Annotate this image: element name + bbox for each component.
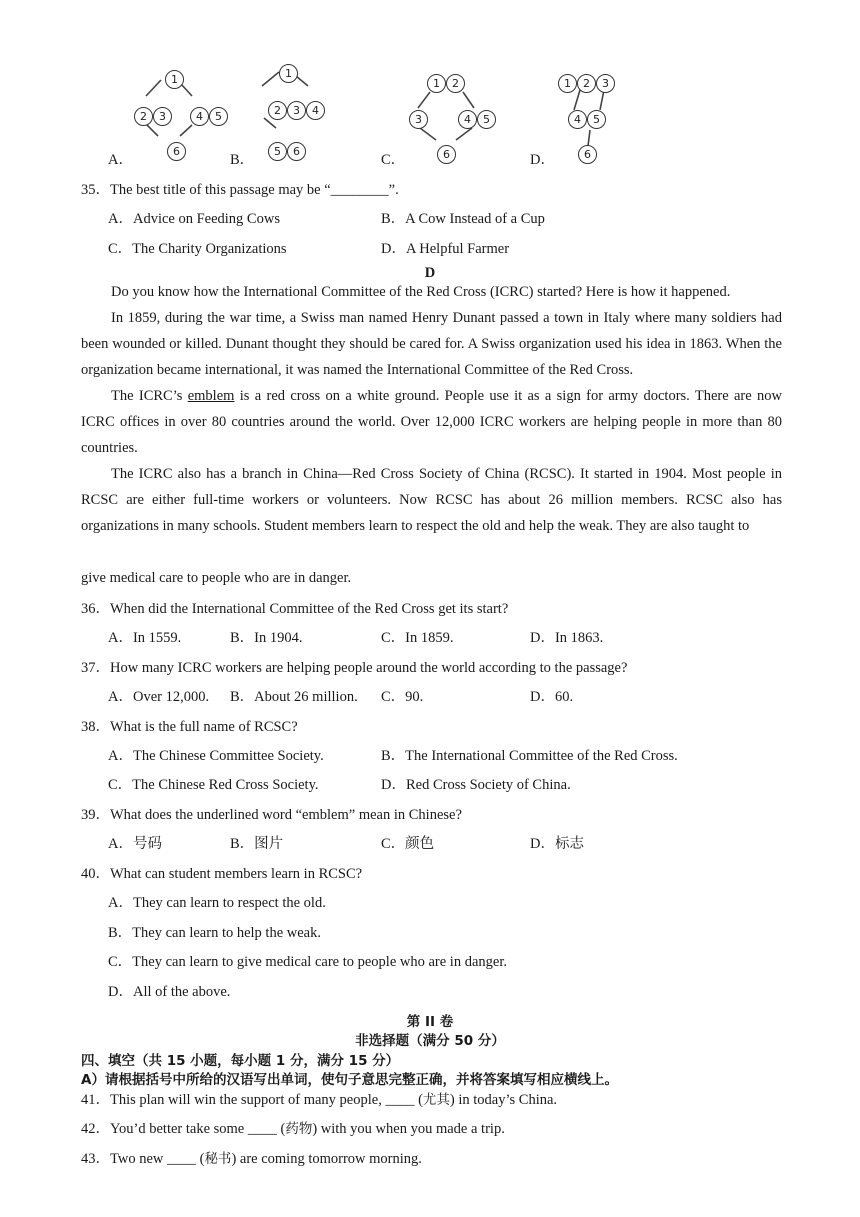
passage-paragraph-2 [81,305,782,383]
q38-stem: 38．What is the full name of RCSC? [81,719,298,735]
part2-title: 第 II 卷 [406,1014,454,1030]
q39-option-d[interactable]: D．标志 [530,836,584,852]
q40-option-a[interactable]: A．They can learn to respect the old. [108,895,326,911]
passage-paragraph-3 [81,383,782,461]
q35-option-d[interactable]: D．A Helpful Farmer [381,241,510,257]
node-circle: 1 [279,64,298,83]
q37-option-c[interactable]: C．90. [381,689,424,705]
node-circle: 4 [458,110,477,129]
node-circle: 5 [587,110,606,129]
paragraph-text: is a red cross on a white ground. People use it as a sign for army doctors. There are now ICRC offices in over 80 countries around the world. Over 12,000 ICRC workers are helping people in more than 80 countries. [81,388,782,456]
q38-option-b[interactable]: B．The International Committee of the Red Cross. [381,748,678,764]
node-circle: 3 [409,110,428,129]
diagram-option-letter[interactable]: B． [230,152,255,168]
q41-hint: 尤其 [422,1092,450,1108]
node-circle: 1 [558,74,577,93]
section4-heading: 四、填空（共 15 小题，每小题 1 分，满分 15 分） [81,1053,400,1069]
q39-option-c[interactable]: C．颜色 [381,836,435,852]
node-circle: 6 [578,145,597,164]
passage-paragraph-4-continued: give medical care to people who are in danger. [81,570,352,586]
q42-line [81,1117,505,1138]
q38-option-d[interactable]: D．Red Cross Society of China. [381,777,571,793]
diagram-option-letter[interactable]: C． [381,152,406,168]
paragraph-text: The ICRC’s [111,388,188,404]
q40-stem: 40．What can student members learn in RCSC? [81,866,363,882]
node-circle: 2 [134,107,153,126]
diagram-option-letter[interactable]: A． [108,152,133,168]
q35-option-b[interactable]: B．A Cow Instead of a Cup [381,211,545,227]
q40-option-c[interactable]: C．They can learn to give medical care to people who are in danger. [108,954,507,970]
q36-stem: 36．When did the International Committee of the Red Cross get its start? [81,601,509,617]
q41-text: 41．This plan will win the support of many people, ____ ( [81,1092,423,1108]
q42-text: 42．You’d better take some ____ ( [81,1121,286,1137]
node-circle: 6 [437,145,456,164]
node-circle: 5 [477,110,496,129]
q42-hint: 药物 [285,1121,313,1137]
node-circle: 4 [568,110,587,129]
q43-hint: 秘书 [204,1151,232,1167]
q36-option-a[interactable]: A．In 1559. [108,630,182,646]
q41-text-end: ) in today’s China. [449,1092,558,1108]
q36-option-c[interactable]: C．In 1859. [381,630,454,646]
q43-text: 43．Two new ____ ( [81,1151,205,1167]
q37-option-d[interactable]: D．60. [530,689,574,705]
q35-option-c[interactable]: C．The Charity Organizations [108,241,287,257]
q37-option-b[interactable]: B．About 26 million. [230,689,358,705]
node-circle: 1 [427,74,446,93]
node-circle: 4 [306,101,325,120]
q39-stem: 39．What does the underlined word “emblem” mean in Chinese? [81,807,462,823]
q35-stem: 35．The best title of this passage may be “________”. [81,182,399,198]
paragraph-text: The ICRC also has a branch in China—Red Cross Society of China (RCSC). It started in 1904. Most people in RCSC are either full-time workers or volunteers. Now RCSC has about 26 million members. RCSC also has organizations in many schools. Student members learn to respect the old and help the weak. They are also taught to [81,466,782,534]
node-circle: 4 [190,107,209,126]
node-circle: 2 [577,74,596,93]
node-circle: 5 [268,142,287,161]
paragraph-text: Do you know how the International Committee of the Red Cross (ICRC) started? Here is how it happened. [111,284,731,300]
underlined-word-emblem: emblem [187,388,235,404]
passage-paragraph-1 [81,279,782,305]
q37-stem: 37．How many ICRC workers are helping people around the world according to the passage? [81,660,628,676]
q43-line [81,1147,422,1168]
node-circle: 1 [165,70,184,89]
node-circle: 6 [167,142,186,161]
node-circle: 3 [153,107,172,126]
q39-option-a[interactable]: A．号码 [108,836,162,852]
paragraph-text: In 1859, during the war time, a Swiss man named Henry Dunant passed a town in Italy where many soldiers had been wounded or killed. Dunant thought they should be cared for. A Swiss organization used his idea in 1863. When the organization became international, it was named the International Committee of the Red Cross. [81,310,782,378]
q38-option-c[interactable]: C．The Chinese Red Cross Society. [108,777,319,793]
passage-paragraph-4 [81,461,782,539]
q36-option-b[interactable]: B．In 1904. [230,630,303,646]
q42-text-end: ) with you when you made a trip. [312,1121,505,1137]
diagram-option-letter[interactable]: D． [530,152,555,168]
q38-option-a[interactable]: A．The Chinese Committee Society. [108,748,324,764]
node-circle: 2 [268,101,287,120]
q36-option-d[interactable]: D．In 1863. [530,630,604,646]
node-circle: 6 [287,142,306,161]
part2-subtitle: 非选择题（满分 50 分） [355,1033,505,1049]
q41-line [81,1088,557,1109]
q35-option-a[interactable]: A．Advice on Feeding Cows [108,211,280,227]
node-circle: 5 [209,107,228,126]
q39-option-b[interactable]: B．图片 [230,836,284,852]
node-circle: 2 [446,74,465,93]
node-circle: 3 [596,74,615,93]
section4-instruction-a: A）请根据括号中所给的汉语写出单词，使句子意思完整正确，并将答案填写相应横线上。 [81,1072,618,1088]
passage-heading: D [424,265,436,281]
q37-option-a[interactable]: A．Over 12,000. [108,689,210,705]
q40-option-b[interactable]: B．They can learn to help the weak. [108,925,321,941]
node-circle: 3 [287,101,306,120]
q43-text-end: ) are coming tomorrow morning. [231,1151,422,1167]
q40-option-d[interactable]: D．All of the above. [108,984,231,1000]
